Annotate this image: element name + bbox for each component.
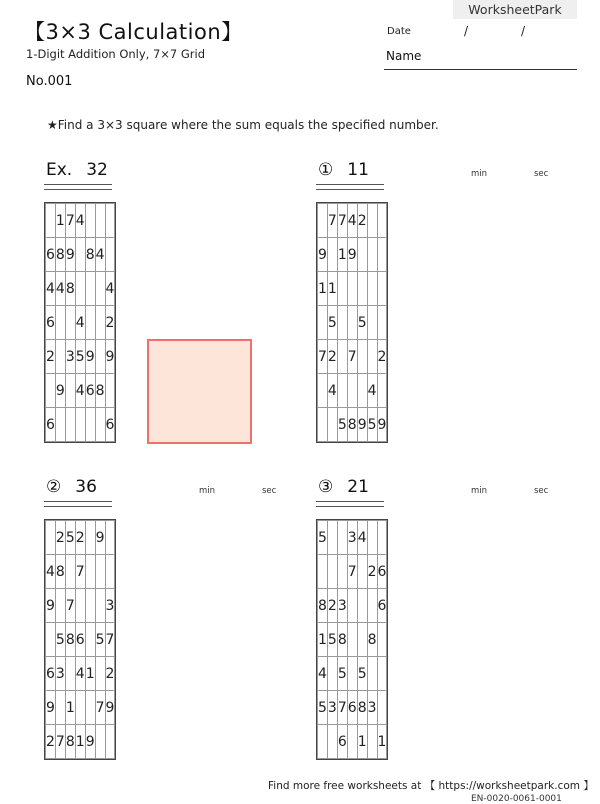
grid-cell[interactable]: 1 [65,691,75,725]
grid-cell[interactable]: 1 [75,725,85,759]
grid-cell[interactable]: 2 [75,521,85,555]
grid-cell[interactable]: 4 [95,238,105,272]
worksheet-title: 【3×3 Calculation】 [24,20,243,44]
grid-cell[interactable]: 5 [337,657,347,691]
grid-cell[interactable] [347,657,357,691]
title-underline [316,184,384,190]
grid-cell[interactable] [347,374,357,408]
worksheet-number: No.001 [26,74,73,89]
number-grid [316,202,388,443]
grid-cell[interactable] [367,204,377,238]
grid-cell[interactable] [95,408,105,442]
grid-row [46,238,115,272]
grid-cell[interactable] [337,272,347,306]
grid-cell[interactable] [377,306,387,340]
puzzle-title [318,477,369,497]
grid-cell[interactable] [367,725,377,759]
grid-cell[interactable] [347,306,357,340]
grid-cell[interactable]: 8 [357,691,367,725]
grid-row [46,272,115,306]
grid-cell[interactable]: 4 [318,657,328,691]
grid-row [46,306,115,340]
grid-cell[interactable]: 9 [46,589,56,623]
number-grid [44,202,116,443]
number-grid [316,519,388,760]
grid-cell[interactable] [65,306,75,340]
date-label: Date [387,26,411,37]
grid-cell[interactable]: 5 [367,408,377,442]
answer-highlight-box [147,339,251,443]
grid-cell[interactable] [318,374,328,408]
grid-cell[interactable]: 3 [337,589,347,623]
grid-cell[interactable]: 7 [337,691,347,725]
number-grid [44,519,116,760]
grid-cell[interactable] [85,408,95,442]
grid-row [318,589,387,623]
grid-cell[interactable] [377,623,387,657]
grid-cell[interactable]: 8 [85,238,95,272]
grid-cell[interactable] [318,306,328,340]
grid-cell[interactable] [367,272,377,306]
grid-cell[interactable]: 9 [105,691,115,725]
grid-cell[interactable] [327,725,337,759]
grid-cell[interactable]: 6 [337,725,347,759]
grid-cell[interactable]: 8 [55,555,65,589]
grid-cell[interactable]: 8 [367,623,377,657]
grid-cell[interactable]: 3 [367,691,377,725]
grid-cell[interactable]: 9 [65,238,75,272]
grid-cell[interactable] [85,272,95,306]
grid-cell[interactable] [75,408,85,442]
grid-cell[interactable] [55,691,65,725]
grid-row [318,204,387,238]
grid-row [318,272,387,306]
grid-cell[interactable]: 4 [75,204,85,238]
grid-cell[interactable]: 7 [337,204,347,238]
grid-cell[interactable]: 9 [105,340,115,374]
grid-cell[interactable]: 7 [65,589,75,623]
grid-cell[interactable]: 8 [55,238,65,272]
grid-cell[interactable]: 4 [75,306,85,340]
grid-cell[interactable] [357,623,367,657]
grid-cell[interactable] [347,623,357,657]
grid-cell[interactable]: 7 [75,555,85,589]
puzzle-target-sum: 36 [75,477,97,497]
title-underline [44,501,112,507]
grid-cell[interactable] [95,725,105,759]
grid-cell[interactable] [367,306,377,340]
grid-cell[interactable]: 7 [105,623,115,657]
puzzle-target-sum: 21 [347,477,369,497]
grid-cell[interactable] [75,238,85,272]
grid-cell[interactable] [75,272,85,306]
footer-link-text[interactable]: Find more free worksheets at 【 https://worksheetpark.com 】 [268,780,594,792]
puzzle-title [46,477,97,497]
grid-cell[interactable] [105,374,115,408]
grid-cell[interactable]: 9 [46,691,56,725]
worksheet-code: EN-0020-0061-0001 [471,794,562,804]
grid-cell[interactable]: 8 [318,589,328,623]
puzzle-label: Ex. [46,160,73,180]
grid-cell[interactable]: 2 [55,521,65,555]
grid-cell[interactable]: 6 [46,306,56,340]
grid-cell[interactable]: 5 [55,623,65,657]
grid-cell[interactable] [105,238,115,272]
sec-label: sec [262,486,277,496]
title-underline [316,501,384,507]
grid-cell[interactable] [377,204,387,238]
grid-cell[interactable]: 2 [46,340,56,374]
grid-cell[interactable]: 3 [55,657,65,691]
grid-cell[interactable] [318,725,328,759]
grid-cell[interactable] [377,374,387,408]
grid-cell[interactable] [65,657,75,691]
brand-badge: WorksheetPark [453,0,577,19]
grid-cell[interactable] [85,623,95,657]
title-underline [44,184,112,190]
sec-label: sec [534,486,549,496]
grid-cell[interactable] [46,374,56,408]
grid-row [318,555,387,589]
grid-cell[interactable]: 6 [105,408,115,442]
grid-cell[interactable] [367,521,377,555]
grid-cell[interactable]: 9 [55,374,65,408]
puzzle-target-sum: 11 [347,160,369,180]
grid-cell[interactable]: 3 [327,691,337,725]
grid-cell[interactable]: 5 [75,340,85,374]
grid-cell[interactable] [318,408,328,442]
grid-cell[interactable]: 9 [318,238,328,272]
grid-row [318,374,387,408]
grid-cell[interactable]: 2 [105,657,115,691]
grid-cell[interactable]: 1 [318,272,328,306]
grid-cell[interactable] [377,272,387,306]
grid-cell[interactable] [367,589,377,623]
grid-cell[interactable] [318,555,328,589]
grid-cell[interactable]: 7 [95,691,105,725]
grid-cell[interactable] [327,657,337,691]
grid-row [318,306,387,340]
puzzle-label: ③ [318,477,334,497]
grid-cell[interactable]: 4 [46,555,56,589]
grid-cell[interactable]: 7 [55,725,65,759]
grid-row [318,340,387,374]
grid-cell[interactable]: 1 [318,623,328,657]
grid-cell[interactable]: 5 [95,623,105,657]
grid-cell[interactable]: 9 [357,408,367,442]
grid-cell[interactable]: 2 [367,555,377,589]
grid-cell[interactable]: 4 [357,521,367,555]
grid-cell[interactable]: 5 [327,306,337,340]
grid-row [318,725,387,759]
grid-row [318,657,387,691]
grid-cell[interactable]: 7 [347,340,357,374]
grid-row [318,691,387,725]
grid-cell[interactable]: 6 [347,691,357,725]
grid-cell[interactable] [95,272,105,306]
grid-cell[interactable]: 9 [85,340,95,374]
grid-cell[interactable] [85,521,95,555]
min-label: min [199,486,216,496]
grid-cell[interactable] [65,555,75,589]
grid-cell[interactable] [65,408,75,442]
worksheet-subtitle: 1-Digit Addition Only, 7×7 Grid [26,47,206,61]
instruction-text: ★Find a 3×3 square where the sum equals the specified number. [47,118,439,132]
grid-cell[interactable]: 5 [318,691,328,725]
min-label: min [471,486,488,496]
grid-cell[interactable] [75,691,85,725]
grid-cell[interactable]: 1 [357,725,367,759]
grid-cell[interactable] [347,725,357,759]
puzzle-label: ② [46,477,62,497]
grid-cell[interactable]: 8 [95,374,105,408]
grid-row [318,238,387,272]
grid-cell[interactable] [377,521,387,555]
grid-cell[interactable] [95,204,105,238]
grid-cell[interactable] [85,555,95,589]
grid-cell[interactable]: 8 [65,725,75,759]
grid-cell[interactable]: 1 [377,725,387,759]
grid-cell[interactable] [85,589,95,623]
grid-cell[interactable]: 8 [347,408,357,442]
grid-cell[interactable] [105,204,115,238]
grid-cell[interactable] [327,555,337,589]
grid-cell[interactable]: 4 [75,374,85,408]
grid-cell[interactable]: 8 [65,623,75,657]
grid-cell[interactable]: 4 [327,374,337,408]
grid-cell[interactable] [105,725,115,759]
grid-row [46,521,115,555]
grid-cell[interactable] [65,374,75,408]
grid-cell[interactable]: 9 [347,238,357,272]
grid-cell[interactable] [347,589,357,623]
grid-cell[interactable]: 6 [85,374,95,408]
grid-cell[interactable] [46,521,56,555]
grid-cell[interactable]: 2 [357,204,367,238]
grid-cell[interactable] [75,589,85,623]
grid-cell[interactable] [46,204,56,238]
grid-row [46,555,115,589]
grid-cell[interactable]: 1 [55,204,65,238]
grid-cell[interactable]: 4 [105,272,115,306]
grid-cell[interactable]: 5 [337,408,347,442]
grid-cell[interactable] [55,306,65,340]
grid-cell[interactable] [95,657,105,691]
grid-cell[interactable] [377,238,387,272]
puzzle-target-sum: 32 [86,160,108,180]
grid-cell[interactable]: 3 [347,521,357,555]
grid-cell[interactable]: 5 [357,306,367,340]
grid-row [46,725,115,759]
grid-cell[interactable]: 4 [347,204,357,238]
grid-cell[interactable] [357,340,367,374]
grid-cell[interactable] [357,589,367,623]
puzzle-label: ① [318,160,334,180]
grid-cell[interactable]: 6 [46,657,56,691]
grid-cell[interactable] [337,374,347,408]
grid-cell[interactable]: 8 [65,272,75,306]
grid-cell[interactable]: 8 [337,623,347,657]
grid-cell[interactable]: 5 [65,521,75,555]
grid-cell[interactable] [46,623,56,657]
grid-cell[interactable] [55,340,65,374]
name-label: Name [386,49,422,63]
grid-row [318,521,387,555]
grid-row [46,691,115,725]
date-separator: / [464,24,469,38]
grid-cell[interactable]: 2 [377,340,387,374]
grid-cell[interactable] [55,408,65,442]
grid-cell[interactable] [95,555,105,589]
grid-cell[interactable] [337,555,347,589]
grid-cell[interactable] [367,340,377,374]
grid-cell[interactable] [55,589,65,623]
grid-cell[interactable]: 4 [75,657,85,691]
grid-cell[interactable] [85,204,95,238]
grid-cell[interactable]: 2 [327,340,337,374]
grid-cell[interactable] [95,306,105,340]
grid-cell[interactable] [357,374,367,408]
grid-cell[interactable]: 9 [377,408,387,442]
grid-cell[interactable] [357,238,367,272]
grid-cell[interactable] [367,657,377,691]
grid-cell[interactable]: 7 [65,204,75,238]
grid-cell[interactable] [105,521,115,555]
grid-cell[interactable] [318,204,328,238]
grid-row [318,408,387,442]
grid-cell[interactable] [337,306,347,340]
grid-cell[interactable]: 7 [327,204,337,238]
grid-cell[interactable]: 2 [327,589,337,623]
grid-cell[interactable]: 1 [337,238,347,272]
grid-cell[interactable] [377,691,387,725]
grid-row [318,623,387,657]
grid-row [46,408,115,442]
puzzle-title [46,160,108,180]
grid-row [46,374,115,408]
grid-cell[interactable] [105,555,115,589]
grid-cell[interactable]: 4 [55,272,65,306]
grid-cell[interactable]: 7 [347,555,357,589]
puzzle-title [318,160,369,180]
grid-cell[interactable]: 6 [377,555,387,589]
grid-cell[interactable] [337,521,347,555]
min-label: min [471,169,488,179]
grid-cell[interactable]: 4 [46,272,56,306]
grid-cell[interactable] [327,408,337,442]
grid-cell[interactable]: 6 [377,589,387,623]
grid-cell[interactable]: 5 [327,623,337,657]
grid-cell[interactable]: 1 [85,657,95,691]
grid-cell[interactable]: 9 [95,521,105,555]
grid-cell[interactable]: 3 [105,589,115,623]
grid-row [46,340,115,374]
grid-cell[interactable]: 6 [75,623,85,657]
grid-cell[interactable]: 6 [46,408,56,442]
grid-cell[interactable]: 5 [357,657,367,691]
date-separator: / [521,24,526,38]
grid-cell[interactable] [347,272,357,306]
grid-cell[interactable]: 9 [85,725,95,759]
grid-cell[interactable] [357,555,367,589]
grid-row [46,204,115,238]
grid-cell[interactable] [357,272,367,306]
name-field-line[interactable] [384,69,577,70]
grid-cell[interactable]: 2 [46,725,56,759]
grid-row [46,623,115,657]
grid-cell[interactable] [85,691,95,725]
grid-cell[interactable]: 2 [105,306,115,340]
grid-cell[interactable] [367,238,377,272]
grid-cell[interactable]: 1 [327,272,337,306]
grid-cell[interactable] [95,340,105,374]
grid-row [46,657,115,691]
grid-cell[interactable] [377,657,387,691]
grid-cell[interactable] [337,340,347,374]
grid-cell[interactable] [85,306,95,340]
grid-cell[interactable]: 7 [318,340,328,374]
grid-cell[interactable]: 6 [46,238,56,272]
sec-label: sec [534,169,549,179]
grid-cell[interactable] [327,521,337,555]
grid-cell[interactable] [95,589,105,623]
grid-row [46,589,115,623]
grid-cell[interactable]: 5 [318,521,328,555]
grid-cell[interactable] [327,238,337,272]
grid-cell[interactable]: 4 [367,374,377,408]
grid-cell[interactable]: 3 [65,340,75,374]
